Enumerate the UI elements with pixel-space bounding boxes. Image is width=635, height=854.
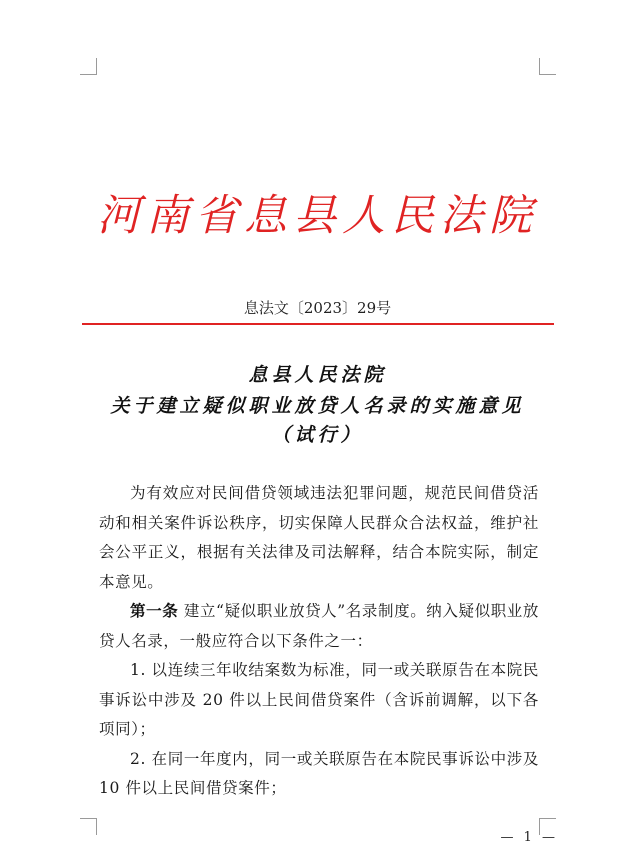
- article-1-text: 建立“疑似职业放贷人”名录制度。纳入疑似职业放贷人名录，一般应符合以下条件之一：: [99, 602, 539, 650]
- crop-mark-bottom-left: [80, 818, 97, 835]
- article-1-item-2: 2. 在同一年度内，同一或关联原告在本院民事诉讼中涉及 10 件以上民间借贷案件；: [99, 749, 539, 797]
- document-number: 息法文〔2023〕29号: [243, 299, 392, 317]
- red-divider-line: [82, 323, 554, 325]
- crop-mark-top-right: [539, 58, 556, 75]
- title-line-2: 关于建立疑似职业放贷人名录的实施意见: [110, 395, 525, 417]
- article-1-paragraph: [99, 597, 539, 656]
- document-body: [99, 479, 539, 804]
- title-line-1: 息县人民法院: [248, 364, 387, 386]
- preamble-paragraph: 为有效应对民间借贷领域违法犯罪问题，规范民间借贷活动和相关案件诉讼秩序，切实保障人民群众合法权益，维护社会公平正义，根据有关法律及司法解释，结合本院实际，制定本意见。: [99, 484, 539, 591]
- article-1-item-1: 1. 以连续三年收结案数为标准，同一或关联原告在本院民事诉讼中涉及 20 件以上民间借贷案件（含诉前调解，以下各项同）；: [99, 661, 539, 738]
- issuing-organization-header: 河南省息县人民法院: [97, 191, 538, 241]
- article-1-heading: 第一条: [130, 602, 179, 620]
- title-line-3: （试行）: [271, 424, 364, 446]
- crop-mark-top-left: [80, 58, 97, 75]
- page-number: — 1 —: [500, 830, 558, 845]
